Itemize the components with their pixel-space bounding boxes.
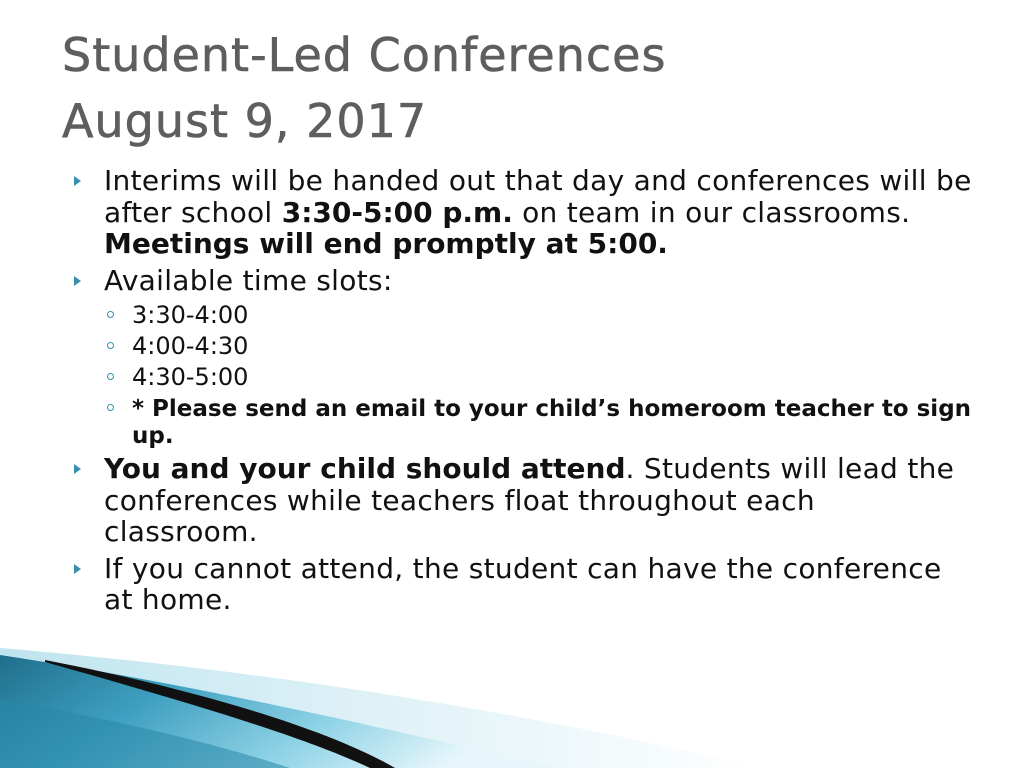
time-range: 3:30-5:00 p.m. (281, 195, 513, 229)
swoosh-blue-band (0, 655, 560, 768)
title-line-2: August 9, 2017 (62, 94, 428, 148)
swoosh-teal-edge (0, 700, 290, 768)
circle-bullet-icon (107, 373, 114, 380)
bullet-arrow-icon (74, 276, 81, 286)
circle-bullet-icon (107, 342, 114, 349)
bullet-arrow-icon (74, 464, 81, 474)
swoosh-light-band (0, 648, 760, 768)
attend-emphasis: You and your child should attend (104, 452, 626, 485)
sub-item-slot-1: 3:30-4:00 (105, 302, 974, 328)
bullet-arrow-icon (74, 564, 81, 574)
circle-bullet-icon (107, 311, 114, 318)
sub-item-slot-2: 4:00-4:30 (105, 333, 974, 359)
slide-title (62, 22, 1002, 154)
bullet-cannot-attend: If you cannot attend, the student can have the conference at home. (74, 553, 974, 616)
title-line-1: Student-Led Conferences (62, 28, 667, 82)
swoosh-dark-stroke (45, 660, 395, 768)
bullet-interims: Interims will be handed out that day and conferences will be after school 3:30-5:00 p.m. on team in our classrooms. Meetings will end promptly at 5:00. (74, 165, 974, 260)
sub-item-signup-note: * Please send an email to your child’s homeroom teacher to sign up. (105, 395, 974, 449)
sub-item-slot-3: 4:30-5:00 (105, 364, 974, 390)
bullet-time-slots: Available time slots: (74, 265, 974, 297)
end-promptly-note: Meetings will end promptly at 5:00. (104, 227, 668, 260)
bullet-attend: You and your child should attend. Students will lead the conferences while teachers float throughout each classroom. (74, 453, 974, 548)
bullet-arrow-icon (74, 176, 81, 186)
circle-bullet-icon (107, 404, 114, 411)
bullet-list (74, 165, 974, 616)
